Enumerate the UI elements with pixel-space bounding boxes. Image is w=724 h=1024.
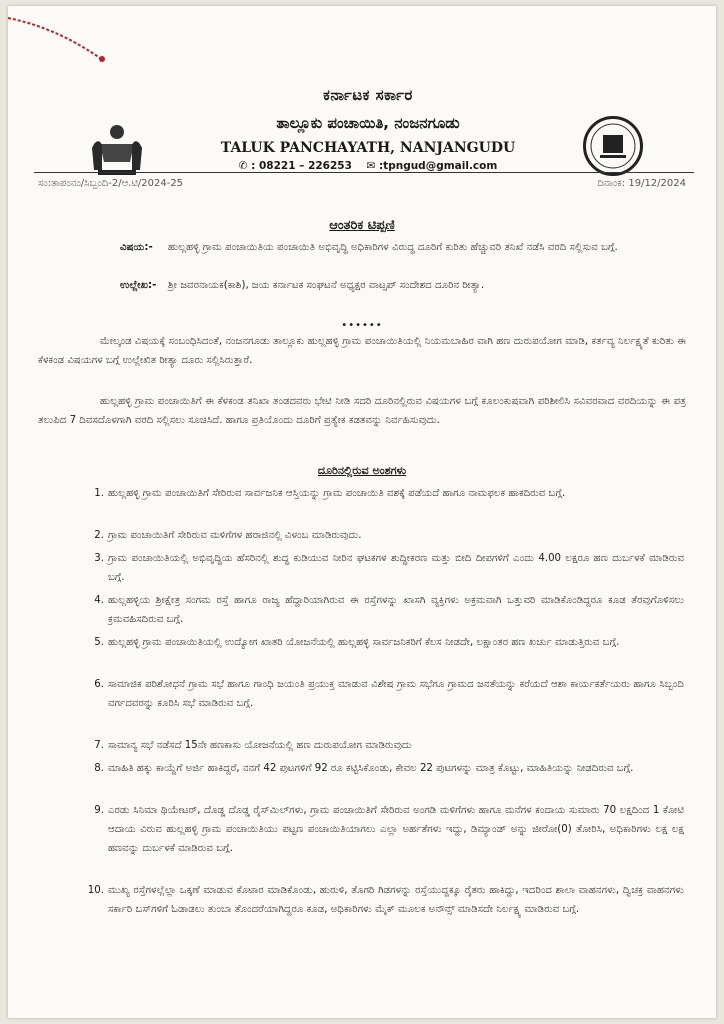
list-item: 6. ಸಾಮಾಜಿಕ ಪರಿಶೋಧನೆ ಗ್ರಾಮ ಸಭೆ ಹಾಗೂ ಗಾಂಧಿ ಜಯಂತಿ ಪ್ರಯುಕ್ತ ಮಾಡುವ ವಿಶೇಷ ಗ್ರಾಮ ಸಭೆಗೂ ಗ್ರಾಮದ ಜನತೆಯನ್ನು ಕರೆಯದೆ ಆಶಾ ಕಾರ್ಯಕರ್ತೆಯರು ಹಾಗೂ ಸಿಬ್ಬಂದಿ ವರ್ಗದವರನ್ನು ಕೂರಿಸಿ ಸಭೆ ಮಾಡಿರುವ ಬಗ್ಗೆ.	[94, 679, 684, 709]
document-title: ಆಂತರಿಕ ಟಿಪ್ಪಣಿ	[329, 218, 395, 233]
list-item: 3. ಗ್ರಾಮ ಪಂಚಾಯಿತಿಯಲ್ಲಿ ಅಭಿವೃದ್ಧಿಯ ಹೆಸರಿನಲ್ಲಿ ಶುದ್ಧ ಕುಡಿಯುವ ನೀರಿನ ಘಟಕಗಳ ಶುದ್ಧೀಕರಣ ಮತ್ತು ಬೀದಿ ದೀಪಗಳಿಗೆ ಎಂದು 4.00 ಲಕ್ಷರೂ ಹಣ ದುರ್ಬಳಕೆ ಮಾಡಿರುವ ಬಗ್ಗೆ.	[94, 553, 684, 583]
list-item: 4. ಹುಲ್ಲಹಳ್ಳಿಯ ಶ್ರೀಕ್ಷೇತ್ರ ಸಂಗಮ ರಸ್ತೆ ಹಾಗೂ ರಾಜ್ಯ ಹೆದ್ದಾರಿಯಾಗಿರುವ ಈ ರಸ್ತೆಗಳನ್ನು ಖಾಸಗಿ ವ್ಯಕ್ತಿಗಳು ಅಕ್ರಮವಾಗಿ ಒತ್ತುವರಿ ಮಾಡಿಕೊಂಡಿದ್ದರೂ ಕೂಡ ತೆರವುಗೊಳಿಸಲು ಕ್ರಮವಹಿಸದಿರುವ ಬಗ್ಗೆ.	[94, 595, 684, 625]
office-name-kannada: ತಾಲ್ಲೂಕು ಪಂಚಾಯಿತಿ, ನಂಜನಗೂಡು	[276, 114, 460, 132]
header-divider	[34, 172, 694, 173]
phone-number: ✆ : 08221 – 226253	[238, 160, 352, 172]
list-item: 8. ಮಾಹಿತಿ ಹಕ್ಕು ಕಾಯ್ದೆಗೆ ಅರ್ಜಿ ಹಾಕಿದ್ದರೆ, ನನಗೆ 42 ಪುಟಗಳಿಗೆ 92 ರೂ ಕಟ್ಟಿಸಿಕೊಂಡು, ಕೇವಲ 22 ಪುಟಗಳನ್ನು ಮಾತ್ರ ಕೊಟ್ಟು, ಮಾಹಿತಿಯನ್ನು ನೀಡದಿರುವ ಬಗ್ಗೆ.	[94, 763, 634, 774]
document-date: ದಿನಾಂಕ: 19/12/2024	[597, 178, 686, 189]
list-item: 1. ಹುಲ್ಲಹಳ್ಳಿ ಗ್ರಾಮ ಪಂಚಾಯಿತಿಗೆ ಸೇರಿರುವ ಸಾರ್ವಜನಿಕ ಆಸ್ತಿಯನ್ನು ಗ್ರಾಮ ಪಂಚಾಯಿತಿ ವಶಕ್ಕೆ ಪಡೆಯದೆ ಹಾಗೂ ನಾಮಫಲಕ ಹಾಕದಿರುವ ಬಗ್ಗೆ.	[94, 488, 566, 499]
paragraph-2: ಹುಲ್ಲಹಳ್ಳಿ ಗ್ರಾಮ ಪಂಚಾಯಿತಿಗೆ ಈ ಕೆಳಕಂಡ ತನಿಖಾ ತಂಡದವರು ಭೇಟಿ ನೀಡಿ ಸದರಿ ದೂರಿನಲ್ಲಿರುವ ವಿಷಯಗಳ ಬಗ್ಗೆ ಕೂಲಂಕುಷವಾಗಿ ಪರಿಶೀಲಿಸಿ ಸವಿವರವಾದ ವರದಿಯನ್ನು ಈ ಪತ್ರ ತಲುಪಿದ 7 ದಿವಸದೊಳಗಾಗಿ ವರದಿ ಸಲ್ಲಿಸಲು ಸೂಚಿಸಿದೆ. ಹಾಗೂ ಪ್ರತಿಯೊಂದು ದೂರಿಗೆ ಪ್ರತ್ಯೇಕ ಕಡತವನ್ನು ನಿರ್ವಹಿಸುವುದು.	[38, 396, 686, 426]
office-seal-icon	[583, 116, 643, 176]
email-address: ✉ :tpngud@gmail.com	[366, 160, 498, 172]
government-name: ಕರ್ನಾಟಕ ಸರ್ಕಾರ	[323, 86, 413, 104]
list-item: 7. ಸಾಮಾನ್ಯ ಸಭೆ ನಡೆಸದೆ 15ನೇ ಹಣಕಾಸು ಯೋಜನೆಯಲ್ಲಿ ಹಣ ದುರುಪಯೋಗ ಮಾಡಿರುವುದು	[94, 740, 412, 751]
reference-label: ಉಲ್ಲೇಖ:-	[120, 280, 157, 291]
office-name-english: TALUK PANCHAYATH, NANJANGUDU	[220, 140, 516, 156]
reference-number: ಸಂ:ತಾಪಂನಂ/ಸಿಬ್ಬಂದಿ-2/ಆ.ಟಿ/2024-25	[38, 178, 184, 189]
list-item: 5. ಹುಲ್ಲಹಳ್ಳಿ ಗ್ರಾಮ ಪಂಚಾಯಿತಿಯಲ್ಲಿ ಉದ್ಯೋಗ ಖಾತರಿ ಯೋಜನೆಯಲ್ಲಿ ಹುಲ್ಲಹಳ್ಳಿ ಸಾರ್ವಜನಿಕರಿಗೆ ಕೆಲಸ ನೀಡದೇ, ಲಕ್ಷಾಂತರ ಹಣ ಖರ್ಚು ಮಾಡುತ್ತಿರುವ ಬಗ್ಗೆ.	[94, 637, 620, 648]
subject-label: ವಿಷಯ:-	[120, 242, 153, 253]
state-emblem-icon	[86, 118, 148, 180]
subject-block	[120, 240, 660, 256]
list-heading: ದೂರಿನಲ್ಲಿರುವ ಅಂಶಗಳು	[317, 464, 407, 477]
list-item: 2. ಗ್ರಾಮ ಪಂಚಾಯಿತಿಗೆ ಸೇರಿರುವ ಮಳಿಗೆಗಳ ಹರಾಜಿನಲ್ಲಿ ವಿಳಂಬ ಮಾಡಿರುವುದು.	[94, 530, 362, 541]
separator: ••••••	[341, 320, 383, 331]
contact-line	[158, 160, 578, 172]
list-item: 10. ಮುಖ್ಯ ರಸ್ತೆಗಳಲ್ಲೆಲ್ಲಾ ಒಕ್ಕಣೆ ಮಾಡುವ ಕೊಟಾರ ಮಾಡಿಕೊಂಡು, ಹುರುಳಿ, ತೊಗರಿ ಗಿಡಗಳನ್ನು ರಸ್ತೆಯುದ್ದಕ್ಕೂ ರೈತರು ಹಾಕಿದ್ದು, ಇದರಿಂದ ಶಾಲಾ ವಾಹನಗಳು, ದ್ವಿಚಕ್ರ ವಾಹನಗಳು ಸರ್ಕಾರಿ ಬಸ್‌ಗಳಿಗೆ ಓಡಾಡಲು ತುಂಬಾ ತೊಂದರೆಯಾಗಿದ್ದರೂ ಕೂಡ, ಅಧಿಕಾರಿಗಳು ಮೈಕ್ ಮೂಲಕ ಅನೌನ್ಸ್ ಮಾಡಿಸದೇ ನಿರ್ಲಕ್ಷ್ಯ ಮಾಡಿರುವ ಬಗ್ಗೆ.	[87, 885, 684, 915]
reference-text: ಶ್ರೀ ಜವರನಾಯಕ(ಕಾಶಿ), ಜಯ ಕರ್ನಾಟಕ ಸಂಘಟನೆ ಅಧ್ಯಕ್ಷರ ವಾಟ್ಸಪ್ ಸಂದೇಶದ ದೂರಿನ ರೀತ್ಯಾ.	[168, 280, 485, 291]
document-page	[8, 6, 716, 1018]
reference-line	[38, 178, 686, 189]
paragraph-1: ಮೇಲ್ಕಂಡ ವಿಷಯಕ್ಕೆ ಸಂಬಂಧಿಸಿದಂತೆ, ನಂಜನಗೂಡು ತಾಲ್ಲೂಕು ಹುಲ್ಲಹಳ್ಳಿ ಗ್ರಾಮ ಪಂಚಾಯಿತಿಯಲ್ಲಿ ನಿಯಮಬಾಹಿರ ವಾಗಿ ಹಣ ದುರುಪಯೋಗ ಮಾಡಿ, ಕರ್ತವ್ಯ ನಿರ್ಲಕ್ಷ್ಯತೆ ಕುರಿತು ಈ ಕೆಳಕಂಡ ವಿಷಯಗಳ ಬಗ್ಗೆ ಉಲ್ಲೇಖಿತ ರೀತ್ಯಾ ದೂರು ಸಲ್ಲಿಸಿರುತ್ತಾರೆ.	[38, 336, 686, 366]
letterhead	[158, 86, 578, 172]
list-item: 9. ಎರಡು ಸಿನಿಮಾ ಥಿಯೇಟರ್, ದೊಡ್ಡ ದೊಡ್ಡ ರೈಸ್‌ಮಿಲ್‌ಗಳು, ಗ್ರಾಮ ಪಂಚಾಯಿತಿಗೆ ಸೇರಿರುವ ಅಂಗಡಿ ಮಳಿಗೆಗಳು ಹಾಗೂ ಮನೆಗಳ ಕಂದಾಯ ಸುಮಾರು 70 ಲಕ್ಷದಿಂದ 1 ಕೋಟಿ ಆದಾಯ ವಿರುವ ಹುಲ್ಲಹಳ್ಳಿ ಗ್ರಾಮ ಪಂಚಾಯಿತಿಯು ಪಟ್ಟಣ ಪಂಚಾಯಿತಿಯಾಗಲು ಎಲ್ಲಾ ಅರ್ಹತೆಗಳು ಇದ್ದು, ಡಿಮ್ಯಾಂಡ್ ಅನ್ನು ಜೀರೋ(0) ತೋರಿಸಿ, ಅಧಿಕಾರಿಗಳು ಲಕ್ಷ ಲಕ್ಷ ಹಣವನ್ನು ದುರ್ಬಳಕೆ ಮಾಡಿರುವ ಬಗ್ಗೆ.	[94, 805, 684, 854]
complaint-list	[87, 484, 684, 942]
subject-text: ಹುಲ್ಲಹಳ್ಳಿ ಗ್ರಾಮ ಪಂಚಾಯಿತಿಯ ಪಂಚಾಯಿತಿ ಅಭಿವೃದ್ಧಿ ಅಧಿಕಾರಿಗಳ ವಿರುದ್ಧ ದೂರಿಗೆ ಕುರಿತು ಹೆಚ್ಚುವರಿ ತನಿಖೆ ನಡೆಸಿ ವರದಿ ಸಲ್ಲಿಸುವ ಬಗ್ಗೆ.	[168, 242, 618, 253]
reference-block	[120, 278, 660, 294]
tag-string-icon	[8, 6, 118, 76]
